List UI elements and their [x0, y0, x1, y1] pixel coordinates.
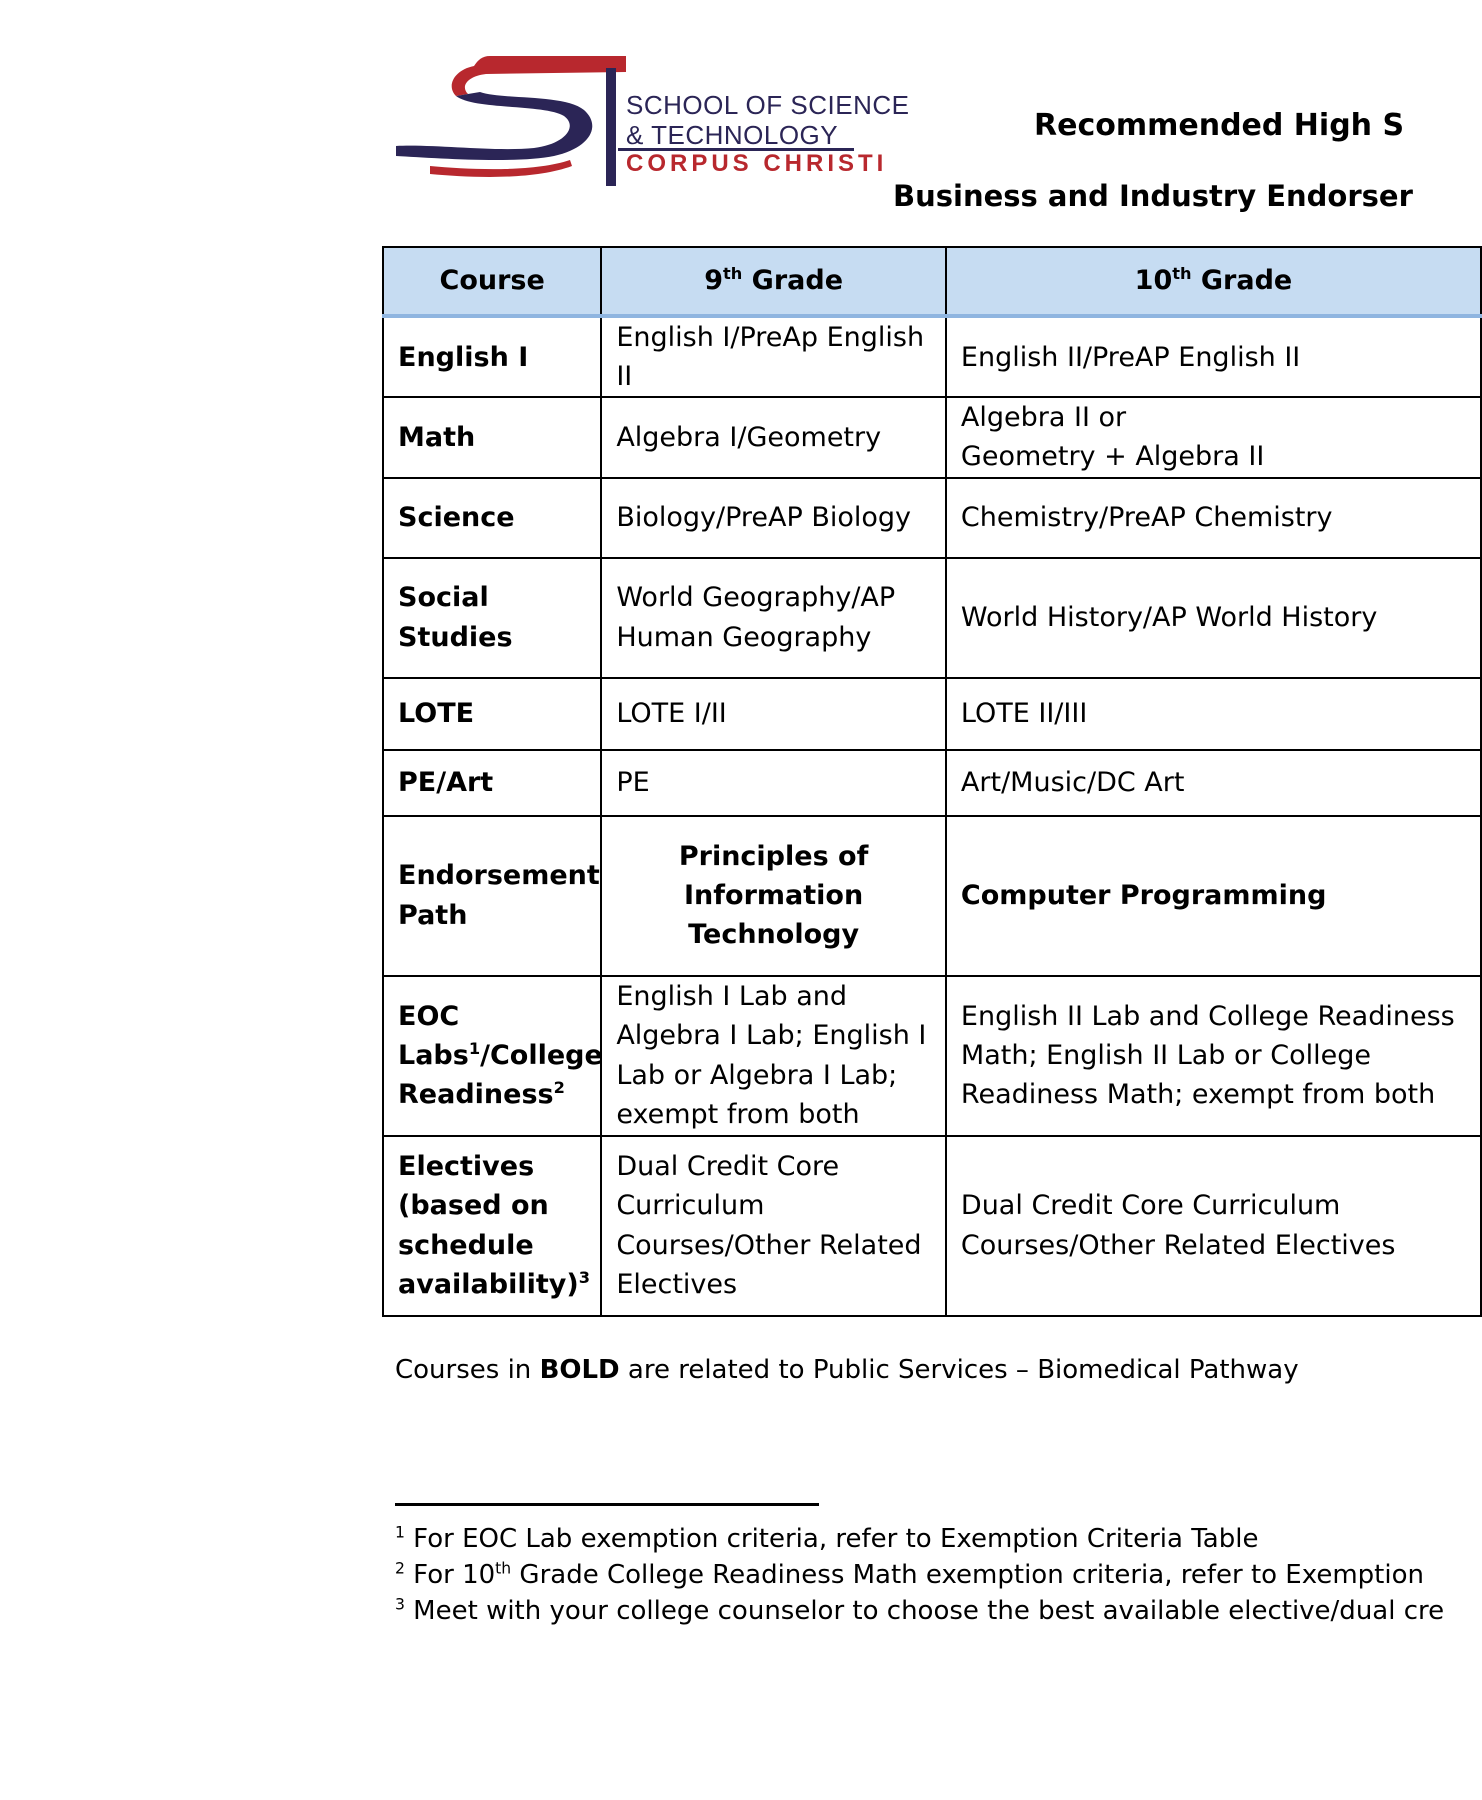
- table-row: [383, 678, 1481, 750]
- cell-9th: Biology/PreAP Biology: [601, 478, 946, 558]
- header-9th-sup: th: [723, 264, 743, 284]
- school-logo: [394, 48, 910, 188]
- table-row: [383, 478, 1481, 558]
- cell-10th: Computer Programming: [946, 816, 1481, 976]
- note-suffix: are related to Public Services – Biomedical Pathway: [619, 1355, 1299, 1385]
- cell-10th: [946, 397, 1481, 477]
- footnote-1-mark: 1: [395, 1523, 405, 1542]
- cell-course-part-b: Labs: [398, 1039, 469, 1071]
- cell-10th: Chemistry/PreAP Chemistry: [946, 478, 1481, 558]
- cell-9th: English I/PreAp English II: [601, 316, 946, 397]
- cell-10th-line-1: Algebra II or: [960, 402, 1127, 434]
- cell-course: Endorsement Path: [383, 816, 601, 976]
- cell-course-text: Electives (based on schedule availability): [398, 1151, 579, 1300]
- table-header-row: [383, 247, 1481, 316]
- footnote-1: [395, 1524, 1258, 1554]
- cell-course-part-c: /College Readiness: [398, 1039, 603, 1111]
- logo-line-1: SCHOOL OF SCIENCE: [626, 90, 910, 120]
- header-course: Course: [383, 247, 601, 316]
- cell-9th: Dual Credit Core Curriculum Courses/Other Related Electives: [601, 1136, 946, 1316]
- cell-10th: Dual Credit Core Curriculum Courses/Other Related Electives: [946, 1136, 1481, 1316]
- document-title: Recommended High S: [1034, 108, 1405, 143]
- note-bold: BOLD: [539, 1355, 620, 1385]
- header-10th-grade: [946, 247, 1481, 316]
- footnote-ref-1: 1: [468, 1038, 481, 1058]
- table-row: [383, 397, 1481, 477]
- cell-10th: LOTE II/III: [946, 678, 1481, 750]
- cell-9th: World Geography/AP Human Geography: [601, 558, 946, 678]
- course-schedule-table: [382, 246, 1482, 1317]
- header-9th-rest: Grade: [742, 265, 844, 297]
- table-row: [383, 316, 1481, 397]
- cell-10th: Art/Music/DC Art: [946, 750, 1481, 816]
- document-subtitle: Business and Industry Endorser: [893, 179, 1413, 213]
- st-logo-mark: [394, 48, 634, 188]
- table-row: [383, 816, 1481, 976]
- header-9th-grade: [601, 247, 946, 316]
- table-row: [383, 750, 1481, 816]
- footnote-2-mark: 2: [395, 1559, 405, 1578]
- logo-line-2: & TECHNOLOGY: [626, 120, 839, 150]
- header-10th-sup: th: [1172, 264, 1192, 284]
- cell-9th: Principles of Information Technology: [601, 816, 946, 976]
- cell-course: LOTE: [383, 678, 601, 750]
- header-9th-num: 9: [704, 265, 723, 297]
- footnote-3: [395, 1596, 1444, 1626]
- footnote-1-text: For EOC Lab exemption criteria, refer to Exemption Criteria Table: [404, 1524, 1259, 1554]
- cell-course: Science: [383, 478, 601, 558]
- table-row: [383, 1136, 1481, 1316]
- cell-course: PE/Art: [383, 750, 601, 816]
- footnote-ref-3: 3: [578, 1267, 590, 1287]
- table-row: [383, 558, 1481, 678]
- logo-line-3: CORPUS CHRISTI: [626, 150, 888, 177]
- cell-10th: English II Lab and College Readiness Math; English II Lab or College Readiness Math; exempt from both: [946, 976, 1481, 1136]
- footnote-2-sup: th: [495, 1559, 512, 1578]
- footnote-ref-2: 2: [553, 1078, 565, 1098]
- footnote-2-text-a: For 10: [404, 1560, 496, 1590]
- cell-10th-line-2: Geometry + Algebra II: [960, 441, 1265, 473]
- bold-note: [395, 1355, 1299, 1385]
- footnote-3-mark: 3: [395, 1595, 405, 1614]
- cell-course: [383, 976, 601, 1136]
- cell-course-part-a: EOC: [398, 1000, 460, 1032]
- cell-course: Social Studies: [383, 558, 601, 678]
- note-prefix: Courses in: [395, 1355, 540, 1385]
- cell-9th: English I Lab and Algebra I Lab; English I Lab or Algebra I Lab; exempt from both: [601, 976, 946, 1136]
- cell-10th: English II/PreAP English II: [946, 316, 1481, 397]
- footnote-2: [395, 1560, 1424, 1590]
- cell-10th: World History/AP World History: [946, 558, 1481, 678]
- header-10th-rest: Grade: [1191, 265, 1293, 297]
- footnote-3-text: Meet with your college counselor to choose the best available elective/dual cre: [404, 1596, 1445, 1626]
- cell-9th: LOTE I/II: [601, 678, 946, 750]
- cell-course: Math: [383, 397, 601, 477]
- footnote-divider: [395, 1503, 819, 1506]
- cell-course: English I: [383, 316, 601, 397]
- header-10th-num: 10: [1134, 265, 1173, 297]
- footnote-2-text-b: Grade College Readiness Math exemption criteria, refer to Exemption: [511, 1560, 1424, 1590]
- cell-course: [383, 1136, 601, 1316]
- table-row: [383, 976, 1481, 1136]
- cell-9th: Algebra I/Geometry: [601, 397, 946, 477]
- cell-9th: PE: [601, 750, 946, 816]
